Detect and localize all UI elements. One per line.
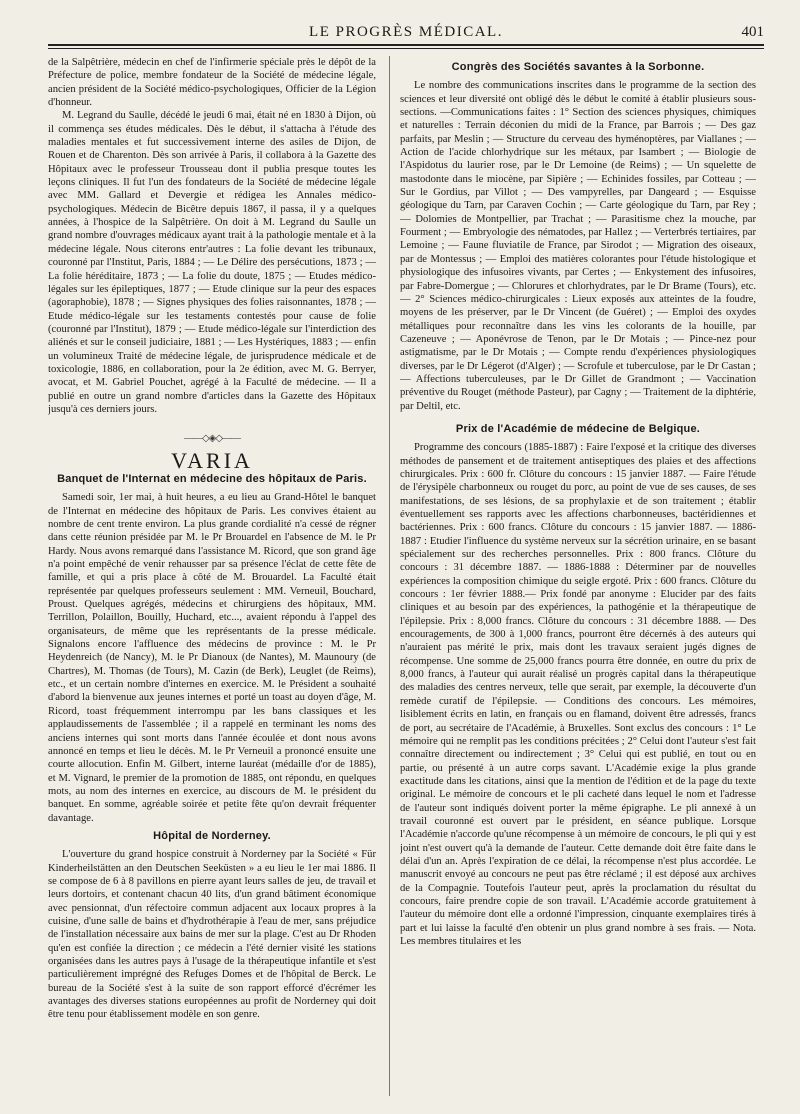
- obituary-paragraph: M. Legrand du Saulle, décédé le jeudi 6 mai, était né en 1830 à Dijon, où il commença ses études médicales. Dès le début, il s'attacha à l'étude des maladies mentales et fut successivement interne des asiles de Dijon, de Rouen et de Charenton. Dès son arrivée à Paris, il collabora à la Gazette des Hôpitaux avec le professeur Trousseau dont il publia presque toutes les leçons cliniques. Il fut l'un des fondateurs de la Société de médecine légale avec MM. Gallard et Devergie et rédigea les Annales médico-psychologiques. Médecin de Bicêtre depuis 1867, il passa, il y a quelques années, à l'hospice de la Salpêtrière. On doit à M. Legrand du Saulle un grand nombre d'ouvrages médicaux ayant trait à la pathologie mentale et à la médecine légale. Nous citerons entr'autres : La folie devant les tribunaux, couronné par l'Institut, Paris, 1884 ; — Le Délire des persécutions, 1873 ; — La folie héréditaire, 1873 ; — La folie du doute, 1875 ; — Etudes médico-légales sur les épileptiques, 1877 ; — Etude clinique sur la peur des espaces (agoraphobie), 1878 ; — Signes physiques des folies raisonnantes, 1878 ; — Etude médico-légale sur les testaments contestés pour cause de folie (couronné par l'Institut), 1879 ; — Etude médico-légale sur l'interdiction des aliénés et sur le conseil judiciaire, 1881 ; — Les Hystériques, 1883 ; — enfin un volumineux Traité de médecine légale, de jurisprudence médicale et de toxicologie, 1886, en collaboration, pour la 2e édition, avec M. G. Berryer, avocat, et M. Gabriel Pouchet, agrégé à la Faculté de médecine. — Il a publié en outre un grand nombre d'articles dans la Gazette des Hôpitaux jusqu'à ces derniers jours.: [48, 110, 376, 415]
- norderney-heading: Hôpital de Norderney.: [153, 829, 271, 842]
- prix-heading: Prix de l'Académie de médecine de Belgique.: [455, 422, 701, 435]
- journal-title: LE PROGRÈS MÉDICAL.: [309, 24, 503, 40]
- section-title: VARIA: [171, 447, 253, 473]
- congres-paragraph: Le nombre des communications inscrites dans le programme de la section des sciences et leur diversité ont obligé dès le début le comité à établir plusieurs sous-sections. —Communications faites : 1° Section des sciences physiques, chimiques et naturelles : Terrain déconien du midi de la France, par Barrois ; — Des gaz parfaits, par Meslin ; — Structure du cerveau des hyménoptères, par Viallanes ; — Action de l'acide chlorhydrique sur les métaux, par Isambert ; — Biologie de l'Aspidotus du laurier rose, par le Dr Lemoine (de Reims) ; — Un squelette de mastodonte dans le miocène, par Sipière ; — Echinides fossiles, par Cotteau ; — Sur le Gordius, par Villot ; — Des vampyrelles, par Dangeard ; — Esquisse géologique du Tarn, par Caraven Cochin ; — Carte géologique du Tarn, par Rey ; — Dolomies de Montpellier, par Trachat ; — Parasitisme chez la mouche, par Fourment ; — Embryologie des nématodes, par Hallez ; — Verterbrés tertiaires, par Lemoine ; — Faune fluviatile de France, par Sirodot ; — Migration des oiseaux, par de Montessus ; — Emploi des matières colorantes pour l'étude histologique et physiologique des infusoires vivants, par Certes ; — Enkystement des infusoires, par Fabre-Domergue ; — Chlorures et chlorhydrates, par le Dr Brame (Tours), etc.— 2° Sciences médico-chirurgicales : Lieux exposés aux atteintes de la foudre, moyens de les préserver, par le Dr Vincent (de Guéret) ; — Emploi des oxydes métalliques pour reconnaître dans les vins les colorants de la houille, par Cazeneuve ; — Aponévrose de Tenon, par le Dr Motais ; — Pince-nez pour astigmatisme, par le Dr Motais ; — Compte rendu d'expériences physiologiques diverses, par le Dr Légerot (d'Alger) ; — Scrofule et tuberculose, par le Dr Castan ; — Affections tuberculeuses, par le Dr Gillet de Grandmont ; — Vaccination préventive du Rouget (méthode Pasteur), par Cagny ; — Traitement de la diphtérie, par Deltil, etc.: [400, 80, 756, 412]
- banquet-paragraph: Samedi soir, 1er mai, à huit heures, a eu lieu au Grand-Hôtel le banquet de l'Internat en médecine des hôpitaux de Paris. Les convives étaient au nombre de cent trente environ. La plus grande cordialité n'a cessé de régner dans cette réunion présidée par M. le Pr Brouardel en l'absence de M. le Pr Hardy. Nous avons remarqué dans l'assistance M. Ricord, que son grand âge n'a point empêché de venir rehausser par sa présence l'éclat de cette fête de famille, et qui a pris place à côté de M. Brouardel. La Faculté était représentée par quelques professeurs seulement : MM. Verneuil, Bouchard, Proust. Quelques agrégés, médecins et chirurgiens des hôpitaux, MM. Terrillon, Polaillon, Bouilly, Huchard, etc..., avaient répondu à l'appel des organisateurs, de même que les représentants de la presse médicale. Signalons encore l'affluence des médecins de province : M. le Pr Heydenreich (de Nancy), M. le Pr Dianoux (de Nantes), M. Maunoury (de Chartres), M. Thomas (de Tours), M. Cazin (de Berk), Leuglet (de Reims), etc., et un certain nombre d'internes en exercice. M. le Président a souhaité d'abord la bienvenue aux jeunes internes et porté un toast au doyen d'âge, M. Ricord, toast fréquemment interrompu par les bans classiques et les applaudissements de l'assemblée ; il a rappelé en terminant les noms des anciens internes qui sont morts dans l'année écoulée et dont nous avons annoncé en temps et lieu le décès. M. le Pr Verneuil a prononcé ensuite une courte allocution. Enfin M. Gilbert, interne lauréat (médaille d'or de 1885), et M. Vignard, le premier de la promotion de 1885, ont répondu, en quelques mots, au nom des internes en exercice, au discours de M. le président du banquet. En somme, agréable soirée et petite fête qu'on devrait fréquenter davantage.: [48, 492, 376, 824]
- banquet-heading: Banquet de l'Internat en médecine des hôpitaux de Paris.: [57, 472, 367, 485]
- column-divider: [389, 56, 390, 1096]
- section-ornament: ——◇◈◇——: [183, 433, 241, 445]
- left-column: [48, 56, 376, 1096]
- obituary-continuation: de la Salpêtrière, médecin en chef de l'infirmerie spéciale près le dépôt de la Préfecture de police, membre fondateur de la Société de médecine légale, ancien président de la Société médico-psychologiques, Officier de la Légion d'honneur.: [48, 57, 376, 109]
- running-head: [48, 24, 764, 44]
- congres-heading: Congrès des Sociétés savantes à la Sorbonne.: [451, 61, 705, 73]
- norderney-paragraph: L'ouverture du grand hospice construit à Norderney par la Société « Für Kinderheilstätten an den Deutschen Seeküsten » a eu lieu le 1er mai 1886. Il se compose de 6 à 8 pavillons en pierre ayant leurs salles de jeu, de travail et leurs dortoirs, et contenant chacun 40 lits, d'un grand bâtiment économique avec pensionnat, d'un réfectoire commun adjacent aux locaux propres à la cuisine, d'une salle de bains et d'hydrothérapie à l'eau de mer, sans préjudice de l'installation nécessaire aux bains de mer sur la plage. C'est au Dr Rhoden qu'en est confiée la direction ; ce médecin a l'été dernier visité les stations organisées dans les autres pays à l'usage de la thérapeutique infantile et s'est particulièrement imprégné des Refuges Domes et de l'hôpital de Berck. Le bureau de la Société s'est à la suite de son rapport efforcé d'écrémer les avantages des diverses stations européennes au profit de Norderney qui doit être tenu pour établissement modèle en son genre.: [48, 849, 376, 1021]
- header-rule-thick: [48, 44, 764, 46]
- prix-paragraph: Programme des concours (1885-1887) : Faire l'exposé et la critique des diverses méthodes de pansement et de traitement antiseptiques des plaies et des affections chirurgicales. Prix : 600 fr. Clôture du concours : 15 janvier 1887. — Faire l'étude de l'érysipèle charbonneux ou rouget du porc, au point de vue de ses causes, de ses manifestations, de ses lésions, de sa prophylaxie et de son traitement ; établir éventuellement ses rapports avec les affections charbonneuses, bactéridiennes et bactériennes. Prix : 600 francs. Clôture du concours : 15 janvier 1887. — 1886-1887 : Etudier l'influence du système nerveux sur la sécrétion urinaire, en se basant spécialement sur des recherches personnelles. Prix : 800 francs. Clôture du concours : 31 décembre 1887. — 1886-1888 : Déterminer par de nouvelles expériences la composition chimique du seigle ergoté. Prix : 600 francs. Clôture du concours : 1er février 1888.— Prix fondé par anonyme : Elucider par des faits cliniques et au besoin par des expériences, la pathogénie et la thérapeutique de l'épilepsie. Prix : 8,000 francs. Clôture du concours : 31 décembre 1888. — Des encouragements, de 300 à 1,000 francs, pourront être décernés à des auteurs qui n'auraient pas mérité le prix, mais dont les travaux seraient jugés dignes de récompense. Une somme de 25,000 francs pourra être donnée, en outre du prix de 8,000 francs, à l'auteur qui aurait réalisé un progrès capital dans la thérapeutique des maladies des centres nerveux, telle que serait, par exemple, la découverte d'un remède curatif de l'épilepsie. — Conditions des concours. Les mémoires, lisiblement écrits en latin, en français ou en flamand, doivent être adressés, francs de port, au secrétaire de l'Académie, à Bruxelles. Sont exclus des concours : 1° Le mémoire qui ne remplit pas les conditions précitées ; 2° Celui dont l'auteur s'est fait connaître directement ou indirectement ; 3° Celui qui est publié, en tout ou en partie, ou présenté à un autre corps savant. L'Académie exige la plus grande exactitude dans les citations, ainsi que la mention de l'édition et de la page du texte original. Le mémoire de concours et le pli cacheté dans lequel le nom et l'adresse de l'auteur sont indiqués doivent porter la même épigraphe. Le pli annexé à un travail couronné est ouvert par le président, en séance publique. Lorsque l'Académie n'accorde qu'une récompense à un mémoire de concours, le pli qui y est joint n'est ouvert qu'à la demande de l'auteur. Cette demande doit être faite dans le délai d'un an. Après l'expiration de ce délai, la récompense n'est plus accordée. Le manuscrit envoyé au concours ne peut pas être réclamé ; il est déposé aux archives de la Compagnie. Toutefois l'auteur peut, après la proclamation du résultat du concours, faire prendre copie de son travail. L'Académie accorde gratuitement à l'auteur du mémoire dont elle a ordonné l'impression, cinquante exemplaires tirés à part et lui laisse la faculté d'en obtenir un plus grand nombre à ses frais. — Nota. Les membres titulaires et les: [400, 442, 756, 947]
- page-number: 401: [741, 24, 764, 40]
- right-column: [400, 56, 756, 1096]
- header-rule-thin: [48, 48, 764, 49]
